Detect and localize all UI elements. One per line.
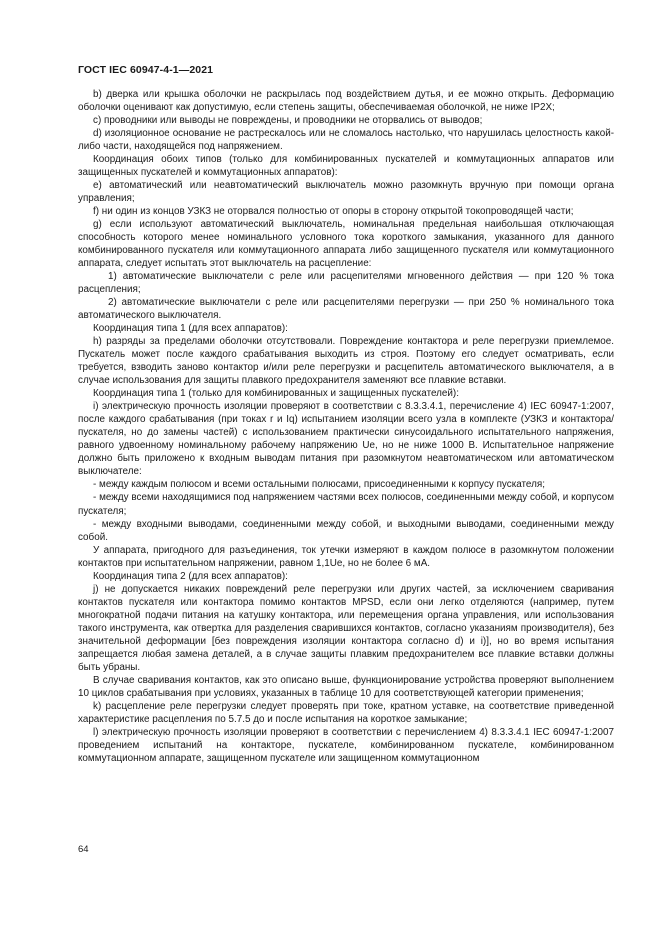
paragraph: У аппарата, пригодного для разъединения, ток утечки измеряют в каждом полюсе в разомкнутом положении контактов при испытательном напряжении, равном 1,1Ue, но не более 6 мА. <box>78 544 614 569</box>
paragraph: j) не допускается никаких повреждений реле перегрузки или других частей, за исключением сваривания контактов пускателя или контактора помимо контактов MPSD, если они легко отделяются (например, путем многократной подачи питания на катушку контактора, или перемещения органа управления, или использования такого инструмента, как отвертка для разделения сварившихся контактов, согласно указаниям производителя), без значительной деформации [без повреждения изоляции контактора согласно d) и i)], но во время испытания запрещается любая замена деталей, а в случае защиты плавким предохранителем все плавкие вставки должны быть убраны. <box>78 583 614 673</box>
paragraph: Координация типа 1 (для всех аппаратов): <box>93 323 288 335</box>
paragraph: d) изоляционное основание не растрескалось или не сломалось настолько, что нарушилась целостность какой-либо части, находящейся под напряжением. <box>78 128 614 153</box>
paragraph: - между входными выводами, соединенными между собой, и выходными выводами, соединенными между собой. <box>78 518 614 543</box>
paragraph: h) разряды за пределами оболочки отсутствовали. Повреждение контактора и реле перегрузки приемлемое. Пускатель может после каждого срабатывания выходить из строя. Поэтому его следует осматривать, если требуется, взводить заново контактор и/или реле перегрузки и расцепитель автоматического выключателя, а в случае использования для защиты плавкого предохранителя заменяют все плавкие вставки. <box>78 336 614 387</box>
paragraph: Координация типа 1 (только для комбинированных и защищенных пускателей): <box>93 388 459 400</box>
body-text <box>78 88 614 765</box>
paragraph: - между каждым полюсом и всеми остальными полюсами, присоединенными к корпусу пускателя; <box>93 479 545 491</box>
paragraph: В случае сваривания контактов, как это описано выше, функционирование устройства проверяют выполнением 10 циклов срабатывания при условиях, указанных в таблице 10 для соответствующей категории применения; <box>78 674 614 699</box>
paragraph: l) электрическую прочность изоляции проверяют в соответствии с перечислением 4) 8.3.3.4.1 IEC 60947-1:2007 проведением испытаний на контакторе, пускателе, комбинированном пускателе, комбинированном коммутационном аппарате, защищенном пускателе или защищенном коммутационном <box>78 726 614 764</box>
paragraph: g) если используют автоматический выключатель, номинальная предельная наибольшая отключающая способность которого менее номинального условного тока короткого замыкания, указанного для данного комбинированного пускателя или коммутационного аппарата либо защищенного пускателя или коммутационного аппарата, следует испытать этот выключатель на расцепление: <box>78 219 614 270</box>
paragraph: e) автоматический или неавтоматический выключатель можно разомкнуть вручную при помощи органа управления; <box>78 180 614 205</box>
paragraph: b) дверка или крышка оболочки не раскрылась под воздействием дутья, и ее можно открыть. Деформацию оболочки оценивают как допустимую, если степень защиты, обеспечиваемая оболочкой, не ниже IP2X; <box>78 89 614 114</box>
paragraph: i) электрическую прочность изоляции проверяют в соответствии с 8.3.3.4.1, перечисление 4) IEC 60947-1:2007, после каждого срабатывания (при токах r и Iq) испытанием изоляции всего узла в комплекте (УЗКЗ и контактора/пускателя, но до замены частей) с использованием практически синусоидального испытательного напряжения, равного удвоенному номинальному рабочему напряжению Ue, но не ниже 1000 В. Испытательное напряжение должно быть приложено к входным выводам питания при разомкнутом неавтоматическом или автоматическом выключателе: <box>78 401 614 478</box>
paragraph: - между всеми находящимися под напряжением частями всех полюсов, соединенными между собой, и корпусом пускателя; <box>78 492 614 517</box>
paragraph: Координация обоих типов (только для комбинированных пускателей и коммутационных аппаратов или защищенных пускателей и коммутационных аппаратов): <box>78 154 614 179</box>
paragraph: k) расцепление реле перегрузки следует проверять при токе, кратном уставке, на соответствие приведенной характеристике расцепления по 5.7.5 до и после испытания на короткое замыкание; <box>78 700 614 725</box>
page-header: ГОСТ IEC 60947-4-1—2021 <box>78 64 214 76</box>
paragraph: f) ни один из концов УЗКЗ не оторвался полностью от опоры в сторону открытой токопроводящей части; <box>93 206 574 218</box>
list-item: 2) автоматические выключатели с реле или расцепителями перегрузки — при 250 % номинального тока автоматического выключателя. <box>78 297 614 322</box>
paragraph: c) проводники или выводы не повреждены, и проводники не оторвались от выводов; <box>93 115 483 127</box>
paragraph: Координация типа 2 (для всех аппаратов): <box>93 570 288 582</box>
list-item: 1) автоматические выключатели с реле или расцепителями мгновенного действия — при 120 % тока расцепления; <box>78 271 614 296</box>
page-number: 64 <box>78 844 89 855</box>
